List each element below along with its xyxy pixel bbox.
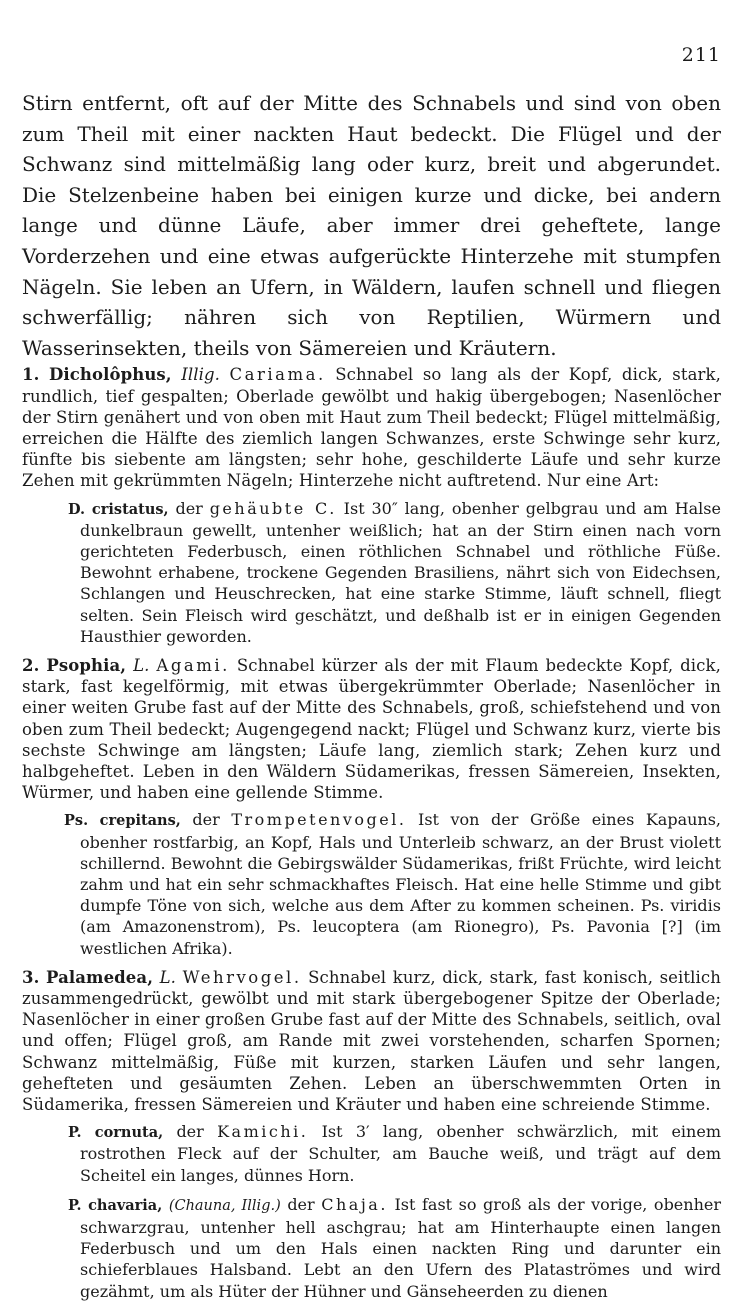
species-entry-chavaria — [22, 1194, 721, 1302]
species-name: D. cristatus, — [68, 500, 169, 518]
species-article: der — [175, 498, 203, 518]
genus-name: Dicholôphus, — [48, 365, 172, 385]
species-author: (Chauna, Illig.) — [168, 1197, 281, 1214]
genus-common-name: Wehrvogel. — [182, 967, 302, 987]
genus-entry-palamedea — [22, 967, 721, 1115]
species-article: der — [287, 1194, 315, 1214]
genus-description: Schnabel kurz, dick, stark, fast konisch, seitlich zusammengedrückt, gewölbt und mit stark übergebogener Spitze der Oberlade; Nasenlöcher in einer großen Grube fast auf der Mitte des Schnabels, seitlich, oval und offen; Flügel groß, am Rande mit zwei vorstehenden, scharfen Spornen; Schwanz mittelmäßig, Füße mit kurzen, starken Läufen und sehr langen, gehefteten und gesäumten Zehen. Leben an überschwemmten Orten in Südamerika, fressen Sämereien und Kräuter und haben eine schreiende Stimme. — [22, 967, 721, 1115]
species-description: Ist fast so groß als der vorige, obenher schwarzgrau, untenher hell aschgrau; hat am Hinterhaupte einen langen Federbusch und um den Hals einen nackten Ring und darunter ein schieferblaues Halsband. Lebt an den Ufern des Plataströmes und wird gezähmt, um als Hüter der Hühner und Gänseheerden zu dienen — [80, 1194, 721, 1301]
species-common-name: Trompetenvogel. — [231, 810, 407, 830]
species-article: der — [176, 1122, 204, 1142]
species-entry-cristatus — [22, 498, 721, 647]
species-common-name: Kamichi. — [217, 1122, 309, 1142]
genus-description: Schnabel so lang als der Kopf, dick, stark, rundlich, tief gespalten; Oberlade gewölbt und hakig übergebogen; Nasenlöcher der Stirn genähert und von oben mit Haut zum Theil bedeckt; Flügel mittelmäßig, erreichen die Hälfte des ziemlich langen Schwanzes, erste Schwinge sehr kurz, fünfte bis siebente am längsten; sehr hohe, geschilderte Läufe und sehr kurze Zehen mit gekrümmten Nägeln; Hinterzehe nicht auftretend. Nur eine Art: — [22, 365, 721, 491]
genus-entry-psophia — [22, 655, 721, 803]
genus-name: Psophia, — [46, 655, 127, 675]
species-name: P. chavaria, — [68, 1196, 163, 1214]
genus-name: Palamedea, — [46, 967, 154, 987]
page-number: 211 — [681, 44, 721, 66]
genus-number: 1. — [22, 365, 40, 385]
species-name: Ps. crepitans, — [64, 812, 181, 830]
genus-common-name: Agami. — [156, 655, 230, 675]
genus-number: 2. — [22, 655, 40, 675]
genus-common-name: Cariama. — [229, 365, 326, 385]
page-text — [22, 88, 721, 1310]
species-description: Ist 3′ lang, obenher schwärzlich, mit einem rostrothen Fleck auf der Schulter, am Bauche weiß, und trägt auf dem Scheitel ein langes, dünnes Horn. — [80, 1122, 721, 1185]
genus-author: L. — [159, 967, 177, 987]
species-common-name: gehäubte C. — [209, 498, 337, 518]
species-description: Ist 30″ lang, obenher gelbgrau und am Halse dunkelbraun gewellt, untenher weißlich; hat an der Stirn einen nach vorn gerichteten Federbusch, einen röthlichen Schnabel und röthliche Füße. Bewohnt erhabene, trockene Gegenden Brasiliens, nährt sich von Eidechsen, Schlangen und Heuschrecken, hat eine starke Stimme, läuft schnell, fliegt selten. Sein Fleisch wird geschätzt, und deßhalb ist er in einigen Gegenden Hausthier geworden. — [80, 498, 721, 646]
genus-author: Illig. — [181, 365, 220, 385]
genus-number: 3. — [22, 967, 40, 987]
species-entry-cornuta — [22, 1121, 721, 1186]
genus-entry-dicholophus — [22, 364, 721, 491]
genus-description: Schnabel kürzer als der mit Flaum bedeckte Kopf, dick, stark, fast kegelförmig, mit etwas übergekrümmter Oberlade; Nasenlöcher in einer weiten Grube fast auf der Mitte des Schnabels, groß, schiefstehend und von oben zum Theil bedeckt; Augengegend nackt; Flügel und Schwanz kurz, vierte bis sechste Schwinge am längsten; Läufe lang, ziemlich stark; Zehen kurz und halbgeheftet. Leben in den Wäldern Südamerikas, fressen Sämereien, Insekten, Würmer, und haben eine gellende Stimme. — [22, 655, 721, 803]
species-description: Ist von der Größe eines Kapauns, obenher rostfarbig, an Kopf, Hals und Unterleib schwarz, an der Brust violett schillernd. Bewohnt die Gebirgswälder Südamerikas, frißt Früchte, wird leicht zahm und hat ein sehr schmackhaftes Fleisch. Hat eine helle Stimme und gibt dumpfe Töne von sich, welche aus dem After zu kommen scheinen. Ps. viridis (am Amazonenstrom), Ps. leucoptera (am Rionegro), Ps. Pavonia [?] (im westlichen Afrika). — [80, 810, 722, 958]
intro-paragraph: Stirn entfernt, oft auf der Mitte des Schnabels und sind von oben zum Theil mit einer nackten Haut bedeckt. Die Flügel und der Schwanz sind mittelmäßig lang oder kurz, breit und abgerundet. Die Stelzenbeine haben bei einigen kurze und dicke, bei andern lange und dünne Läufe, aber immer drei geheftete, lange Vorderzehen und eine etwas aufgerückte Hinterzehe mit stumpfen Nägeln. Sie leben an Ufern, in Wäldern, laufen schnell und fliegen schwerfällig; nähren sich von Reptilien, Würmern und Wasserinsekten, theils von Sämereien und Kräutern. — [22, 91, 721, 360]
species-name: P. cornuta, — [68, 1124, 164, 1142]
species-entry-crepitans — [22, 809, 721, 958]
species-article: der — [192, 810, 220, 830]
species-common-name: Chaja. — [321, 1194, 388, 1214]
genus-author: L. — [133, 655, 150, 675]
